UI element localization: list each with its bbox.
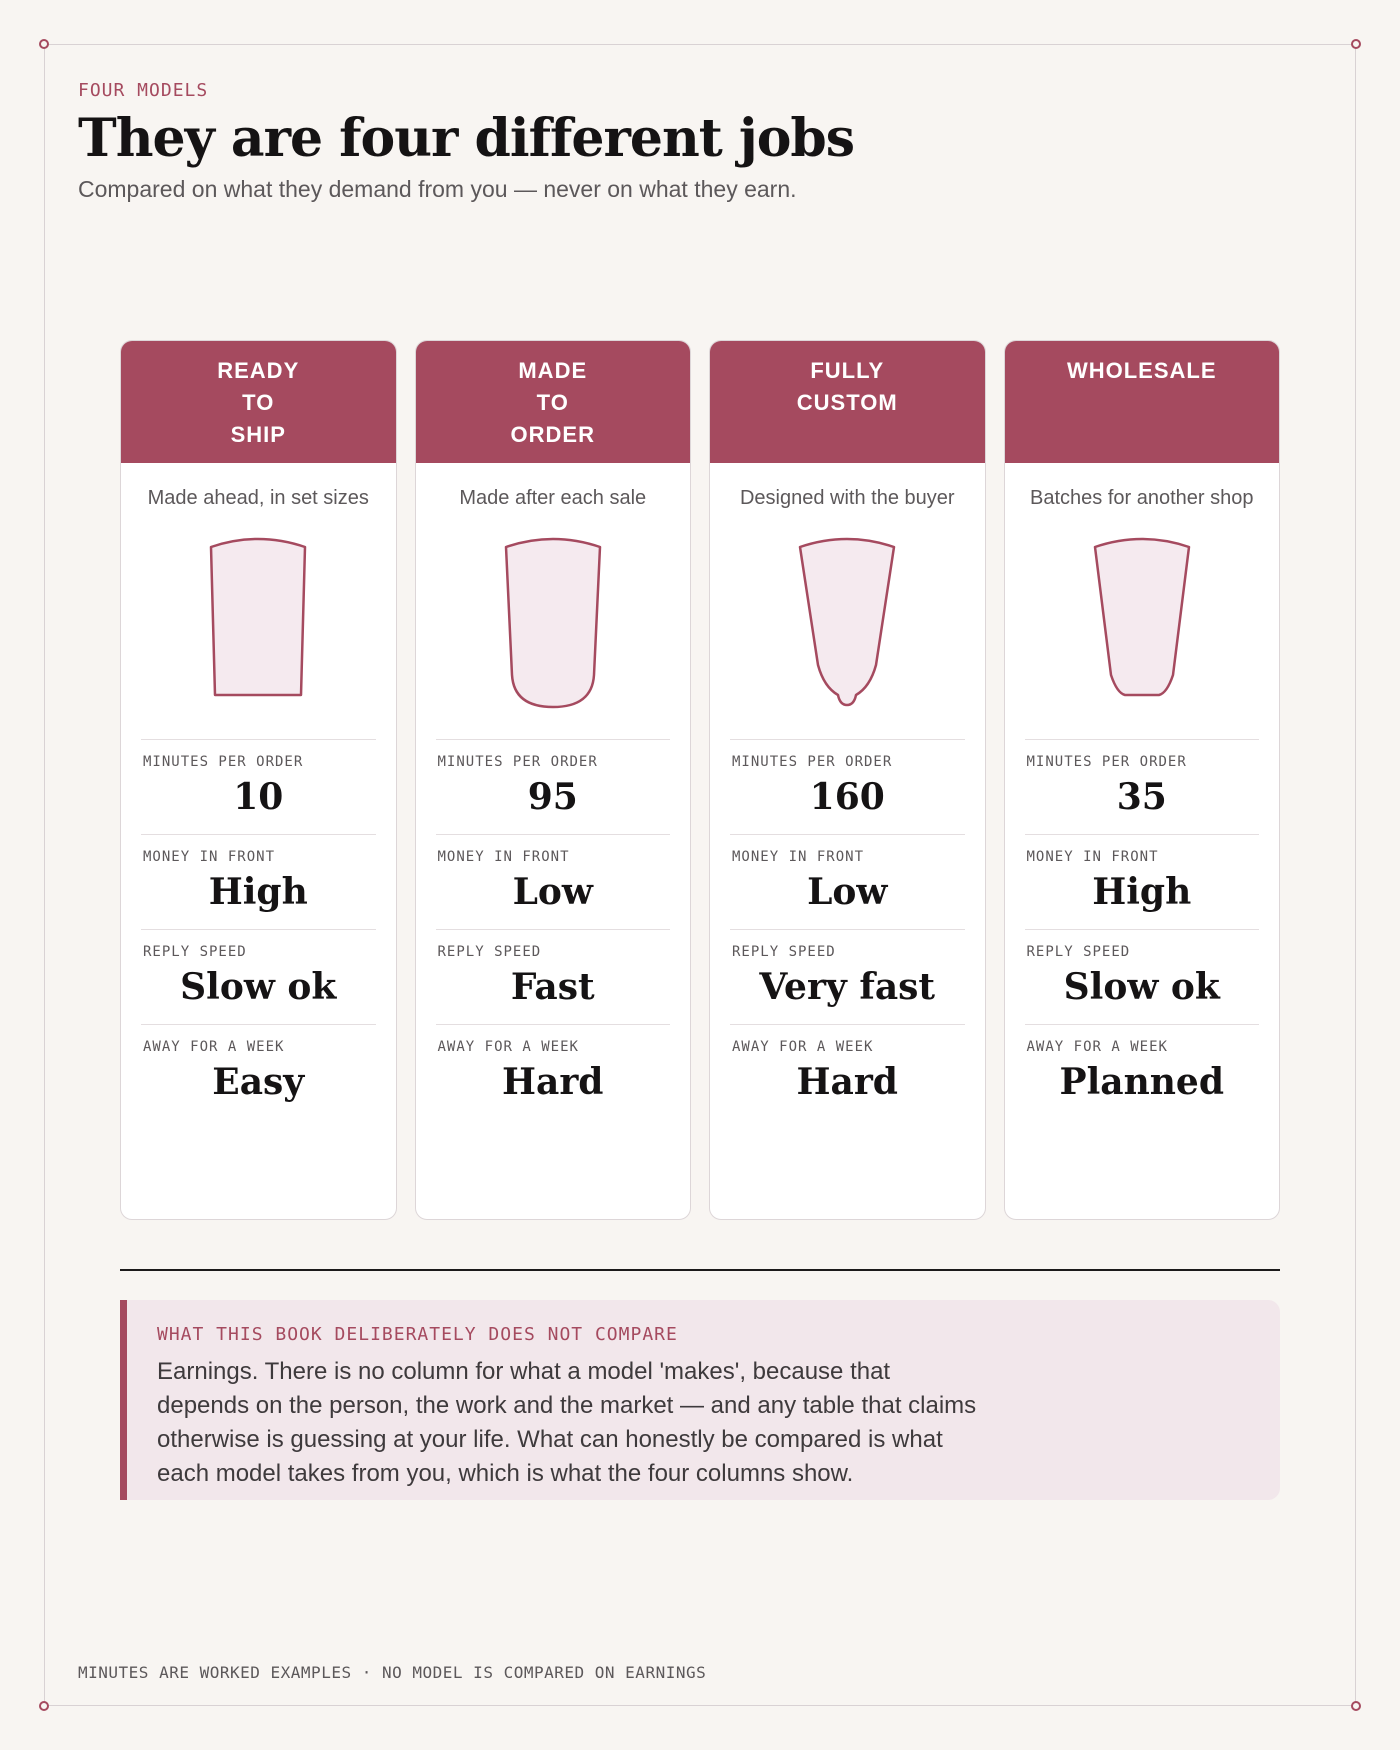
column-description: Made after each sale: [459, 487, 647, 509]
corner-dot-icon: [39, 39, 49, 49]
footer-note: MINUTES ARE WORKED EXAMPLES · NO MODEL IS COMPARED ON EARNINGS: [78, 1663, 707, 1682]
column-heading: [710, 341, 985, 463]
note-label: WHAT THIS BOOK DELIBERATELY DOES NOT COMPARE: [157, 1324, 678, 1345]
stats-list: [1025, 739, 1260, 1119]
stat-money-in-front: [141, 834, 376, 929]
stat-reply-speed: [436, 929, 671, 1024]
stats-list: [436, 739, 671, 1119]
heading-line: SHIP: [230, 422, 286, 447]
heading-line: MADE: [518, 358, 588, 383]
stat-reply-speed: [730, 929, 965, 1024]
section-divider: [120, 1269, 1280, 1271]
stat-label: AWAY FOR A WEEK: [732, 1039, 874, 1055]
heading-line: ORDER: [510, 422, 595, 447]
column-description: Made ahead, in set sizes: [147, 487, 369, 509]
model-column-fully-custom: [709, 340, 986, 1220]
tapered-vessel-icon: [1087, 535, 1197, 715]
stat-label: REPLY SPEED: [1026, 944, 1131, 960]
stat-label: MINUTES PER ORDER: [143, 754, 304, 770]
page-subtitle: Compared on what they demand from you — never on what they earn.: [78, 176, 797, 202]
corner-dot-icon: [1351, 1701, 1361, 1711]
stat-reply-speed: [1025, 929, 1260, 1024]
stat-away-for-a-week: [1025, 1024, 1260, 1119]
stat-value: High: [1092, 871, 1192, 913]
heading-line: CUSTOM: [796, 390, 898, 415]
model-column-made-to-order: [415, 340, 692, 1220]
stat-value: Very fast: [759, 966, 936, 1008]
stat-away-for-a-week: [730, 1024, 965, 1119]
stat-label: MINUTES PER ORDER: [437, 754, 598, 770]
stat-label: MINUTES PER ORDER: [732, 754, 893, 770]
stat-minutes-per-order: [436, 739, 671, 834]
heading-line: READY: [217, 358, 300, 383]
column-heading: [121, 341, 396, 463]
stat-value: Easy: [212, 1061, 305, 1103]
stat-value: Low: [807, 871, 888, 913]
stat-label: MINUTES PER ORDER: [1026, 754, 1187, 770]
stat-label: AWAY FOR A WEEK: [143, 1039, 285, 1055]
corner-dot-icon: [39, 1701, 49, 1711]
stat-money-in-front: [730, 834, 965, 929]
stat-value: Planned: [1059, 1061, 1224, 1103]
stat-money-in-front: [436, 834, 671, 929]
stat-value: Slow ok: [180, 966, 337, 1008]
stat-label: MONEY IN FRONT: [143, 849, 276, 865]
stat-label: REPLY SPEED: [437, 944, 542, 960]
model-column-ready-to-ship: [120, 340, 397, 1220]
stat-label: REPLY SPEED: [143, 944, 247, 960]
stat-away-for-a-week: [436, 1024, 671, 1119]
eyebrow: FOUR MODELS: [78, 80, 209, 101]
stat-value: Fast: [510, 966, 595, 1008]
stat-label: REPLY SPEED: [732, 944, 836, 960]
stat-away-for-a-week: [141, 1024, 376, 1119]
stat-money-in-front: [1025, 834, 1260, 929]
column-description: Designed with the buyer: [739, 487, 955, 509]
stats-list: [141, 739, 376, 1119]
page-title: They are four different jobs: [78, 108, 855, 169]
straight-vessel-icon: [203, 535, 313, 715]
heading-line: WHOLESALE: [1066, 358, 1217, 383]
stat-value: Slow ok: [1063, 966, 1220, 1008]
stat-label: AWAY FOR A WEEK: [1026, 1039, 1168, 1055]
stat-minutes-per-order: [141, 739, 376, 834]
stat-minutes-per-order: [1025, 739, 1260, 834]
stat-value: High: [208, 871, 308, 913]
column-description: Batches for another shop: [1030, 487, 1254, 509]
heading-line: TO: [536, 390, 569, 415]
stat-value: 160: [809, 776, 885, 818]
stat-value: Hard: [796, 1061, 898, 1103]
stat-minutes-per-order: [730, 739, 965, 834]
stat-value: Hard: [502, 1061, 604, 1103]
stat-label: AWAY FOR A WEEK: [437, 1039, 579, 1055]
note-text: Earnings. There is no column for what a model 'makes', because that depends on the person, the work and the market — and any table that claims otherwise is guessing at your life. What can honestly be compared is what each model takes from you, which is what the four columns show.: [157, 1358, 977, 1487]
model-columns: [120, 340, 1280, 1220]
stat-label: MONEY IN FRONT: [732, 849, 865, 865]
stat-label: MONEY IN FRONT: [437, 849, 570, 865]
heading-line: TO: [242, 390, 275, 415]
note-callout: [120, 1300, 1280, 1500]
column-heading: [1005, 341, 1280, 463]
heading-line: FULLY: [810, 358, 885, 383]
column-heading: [416, 341, 691, 463]
model-column-wholesale: [1004, 340, 1281, 1220]
stat-value: 35: [1116, 776, 1167, 818]
stat-value: Low: [512, 871, 593, 913]
stat-reply-speed: [141, 929, 376, 1024]
stats-list: [730, 739, 965, 1119]
stat-label: MONEY IN FRONT: [1026, 849, 1159, 865]
pointed-vessel-icon: [792, 535, 902, 715]
corner-dot-icon: [1351, 39, 1361, 49]
stat-value: 95: [527, 776, 578, 818]
rounded-vessel-icon: [498, 535, 608, 715]
stat-value: 10: [233, 776, 284, 818]
